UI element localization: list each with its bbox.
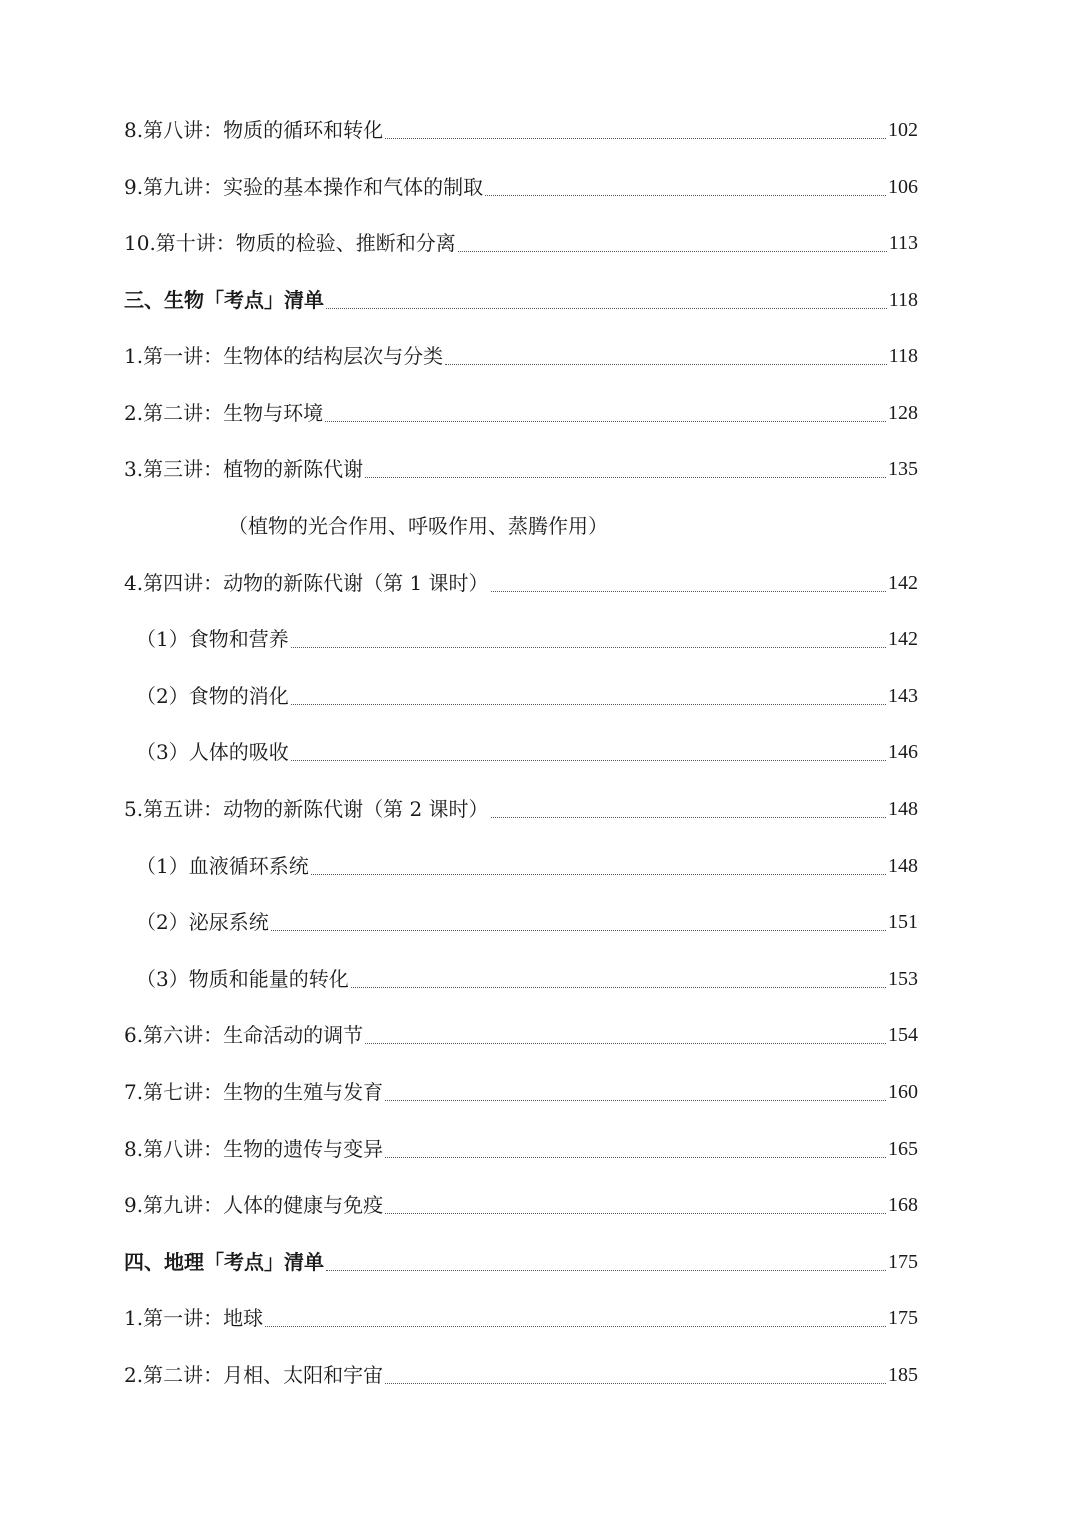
dot-leader bbox=[385, 1383, 886, 1384]
toc-entry[interactable] bbox=[124, 113, 918, 147]
toc-page-number: 143 bbox=[888, 685, 918, 707]
dot-leader bbox=[365, 1043, 886, 1044]
toc-subentry-title: （2）食物的消化 bbox=[136, 684, 289, 708]
dot-leader bbox=[485, 195, 886, 196]
dot-leader bbox=[458, 251, 887, 252]
toc-section-title: 四、地理「考点」清单 bbox=[124, 1250, 324, 1274]
toc-section-title: 三、生物「考点」清单 bbox=[124, 288, 324, 312]
dot-leader bbox=[325, 421, 886, 422]
toc-entry-title: 9.第九讲：实验的基本操作和气体的制取 bbox=[124, 175, 484, 199]
toc-entry-title: 8.第八讲：生物的遗传与变异 bbox=[124, 1137, 384, 1161]
toc-entry-title: 6.第六讲：生命活动的调节 bbox=[124, 1023, 364, 1047]
toc-entry[interactable] bbox=[124, 1075, 918, 1109]
toc-entry-title: 1.第一讲：地球 bbox=[124, 1306, 264, 1330]
toc-page-number: 175 bbox=[888, 1307, 918, 1329]
toc-entry[interactable] bbox=[124, 1132, 918, 1166]
dot-leader bbox=[385, 1157, 886, 1158]
toc-entry[interactable] bbox=[124, 452, 918, 486]
toc-page-number: 148 bbox=[888, 798, 918, 820]
toc-entry[interactable] bbox=[124, 1358, 918, 1392]
toc-page-number: 148 bbox=[888, 855, 918, 877]
toc-subentry-title: （2）泌尿系统 bbox=[136, 910, 269, 934]
toc-subentry-title: （3）人体的吸收 bbox=[136, 740, 289, 764]
toc-entry-note bbox=[228, 509, 728, 543]
toc-page-number: 128 bbox=[888, 402, 918, 424]
toc-page-number: 142 bbox=[888, 572, 918, 594]
dot-leader bbox=[385, 1100, 886, 1101]
dot-leader bbox=[351, 987, 886, 988]
toc-subentry-title: （1）食物和营养 bbox=[136, 627, 289, 651]
toc-page-number: 151 bbox=[888, 911, 918, 933]
dot-leader bbox=[291, 704, 886, 705]
toc-entry[interactable] bbox=[124, 339, 918, 373]
toc-subentry[interactable] bbox=[136, 735, 918, 769]
dot-leader bbox=[265, 1326, 886, 1327]
toc-entry[interactable] bbox=[124, 1188, 918, 1222]
toc-page-number: 175 bbox=[888, 1251, 918, 1273]
toc-entry[interactable] bbox=[124, 170, 918, 204]
dot-leader bbox=[326, 1270, 886, 1271]
dot-leader bbox=[491, 817, 886, 818]
toc-page-number: 160 bbox=[888, 1081, 918, 1103]
dot-leader bbox=[491, 591, 886, 592]
toc-page-number: 106 bbox=[888, 176, 918, 198]
toc-page-number: 185 bbox=[888, 1364, 918, 1386]
toc-page-number: 146 bbox=[888, 741, 918, 763]
dot-leader bbox=[291, 760, 886, 761]
toc-entry[interactable] bbox=[124, 792, 918, 826]
toc-page-number: 168 bbox=[888, 1194, 918, 1216]
toc-entry-title: 3.第三讲：植物的新陈代谢 bbox=[124, 457, 364, 481]
toc-subentry[interactable] bbox=[136, 679, 918, 713]
toc-page-number: 153 bbox=[888, 968, 918, 990]
toc-subentry[interactable] bbox=[136, 849, 918, 883]
toc-page-number: 118 bbox=[888, 345, 918, 367]
toc-entry-title: 10.第十讲：物质的检验、推断和分离 bbox=[124, 231, 456, 255]
toc-section-heading[interactable] bbox=[124, 283, 918, 317]
toc-entry[interactable] bbox=[124, 226, 918, 260]
toc-entry-title: 2.第二讲：生物与环境 bbox=[124, 401, 324, 425]
toc-page-number: 102 bbox=[888, 119, 918, 141]
toc-subentry[interactable] bbox=[136, 962, 918, 996]
toc-page-number: 118 bbox=[888, 289, 918, 311]
toc-entry-title: 1.第一讲：生物体的结构层次与分类 bbox=[124, 344, 444, 368]
toc-entry[interactable] bbox=[124, 566, 918, 600]
toc-page-number: 154 bbox=[888, 1024, 918, 1046]
toc-entry-title: 4.第四讲：动物的新陈代谢（第 1 课时） bbox=[124, 571, 489, 595]
toc-subentry[interactable] bbox=[136, 905, 918, 939]
dot-leader bbox=[365, 477, 886, 478]
dot-leader bbox=[291, 647, 886, 648]
toc-section-heading[interactable] bbox=[124, 1245, 918, 1279]
toc-entry-title: 2.第二讲：月相、太阳和宇宙 bbox=[124, 1363, 384, 1387]
toc-subentry[interactable] bbox=[136, 622, 918, 656]
toc-entry-title: 7.第七讲：生物的生殖与发育 bbox=[124, 1080, 384, 1104]
toc-note-text: （植物的光合作用、呼吸作用、蒸腾作用） bbox=[228, 514, 608, 538]
toc-page-number: 135 bbox=[888, 458, 918, 480]
toc-subentry-title: （3）物质和能量的转化 bbox=[136, 967, 349, 991]
toc-entry[interactable] bbox=[124, 1018, 918, 1052]
toc-page-number: 113 bbox=[888, 232, 918, 254]
dot-leader bbox=[326, 308, 887, 309]
dot-leader bbox=[385, 138, 886, 139]
dot-leader bbox=[445, 364, 887, 365]
toc-page-number: 165 bbox=[888, 1138, 918, 1160]
toc-page-number: 142 bbox=[888, 628, 918, 650]
toc-entry-title: 8.第八讲：物质的循环和转化 bbox=[124, 118, 384, 142]
toc-subentry-title: （1）血液循环系统 bbox=[136, 854, 309, 878]
dot-leader bbox=[311, 874, 886, 875]
toc-entry[interactable] bbox=[124, 396, 918, 430]
toc-entry[interactable] bbox=[124, 1301, 918, 1335]
dot-leader bbox=[385, 1213, 886, 1214]
toc-entry-title: 9.第九讲：人体的健康与免疫 bbox=[124, 1193, 384, 1217]
toc-entry-title: 5.第五讲：动物的新陈代谢（第 2 课时） bbox=[124, 797, 489, 821]
dot-leader bbox=[271, 930, 886, 931]
